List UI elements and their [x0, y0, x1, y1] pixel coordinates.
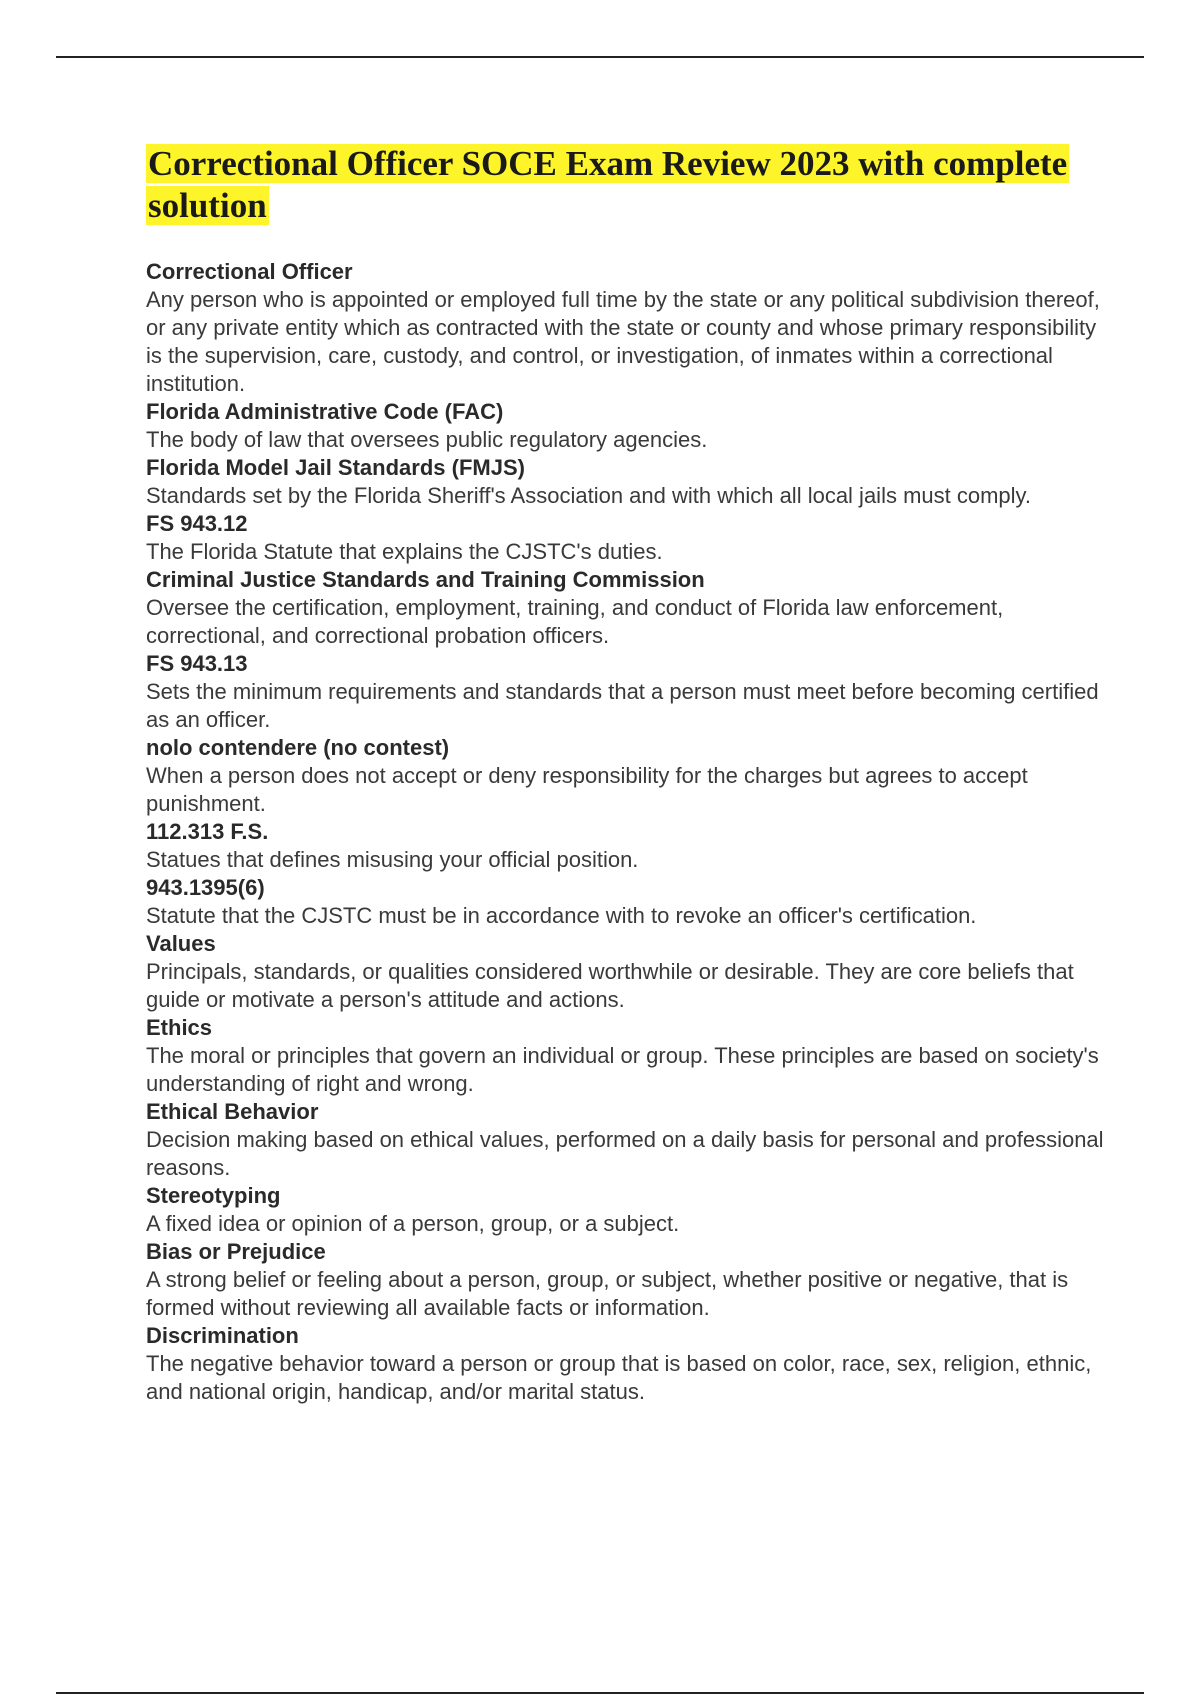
- glossary-entry: [146, 1014, 1106, 1098]
- glossary-term: FS 943.12: [146, 511, 248, 536]
- glossary-entry: [146, 454, 1106, 510]
- glossary-definition: Oversee the certification, employment, training, and conduct of Florida law enforcement, correctional, and correctional probation officers.: [146, 595, 1004, 648]
- glossary-term: Stereotyping: [146, 1183, 281, 1208]
- glossary-definition: Statues that defines misusing your official position.: [146, 847, 639, 872]
- glossary-definition: Decision making based on ethical values, performed on a daily basis for personal and professional reasons.: [146, 1127, 1104, 1180]
- glossary-entry: [146, 258, 1106, 398]
- top-divider: [56, 56, 1144, 58]
- title-highlight: Correctional Officer SOCE Exam Review 2023 with complete solution: [148, 144, 1068, 225]
- glossary-definition: Statute that the CJSTC must be in accordance with to revoke an officer's certification.: [146, 903, 977, 928]
- glossary-entry: [146, 874, 1106, 930]
- glossary-entry: [146, 930, 1106, 1014]
- glossary-entry: [146, 1322, 1106, 1406]
- glossary-definition: The moral or principles that govern an individual or group. These principles are based on society's understanding of right and wrong.: [146, 1043, 1099, 1096]
- glossary-term: nolo contendere (no contest): [146, 735, 450, 760]
- glossary-definition: The Florida Statute that explains the CJSTC's duties.: [146, 539, 663, 564]
- glossary-definition: A fixed idea or opinion of a person, group, or a subject.: [146, 1211, 680, 1236]
- glossary-entry: [146, 566, 1106, 650]
- glossary-term: Criminal Justice Standards and Training Commission: [146, 567, 705, 592]
- glossary-term: Florida Model Jail Standards (FMJS): [146, 455, 525, 480]
- glossary-definition: The body of law that oversees public regulatory agencies.: [146, 427, 708, 452]
- glossary-term: Ethics: [146, 1015, 213, 1040]
- glossary-entry: [146, 510, 1106, 566]
- glossary-term: 112.313 F.S.: [146, 819, 269, 844]
- glossary-definition: The negative behavior toward a person or group that is based on color, race, sex, religion, ethnic, and national origin, handicap, and/or marital status.: [146, 1351, 1092, 1404]
- glossary-term: Values: [146, 931, 216, 956]
- glossary-definition: Principals, standards, or qualities considered worthwhile or desirable. They are core beliefs that guide or motivate a person's attitude and actions.: [146, 959, 1074, 1012]
- glossary-term: 943.1395(6): [146, 875, 265, 900]
- bottom-divider: [56, 1692, 1144, 1694]
- glossary-definition: Standards set by the Florida Sheriff's Association and with which all local jails must comply.: [146, 483, 1032, 508]
- glossary-term: Bias or Prejudice: [146, 1239, 326, 1264]
- glossary-term: Correctional Officer: [146, 259, 353, 284]
- document-title: [146, 143, 1146, 227]
- glossary-definition: When a person does not accept or deny responsibility for the charges but agrees to accept punishment.: [146, 763, 1028, 816]
- glossary-term: FS 943.13: [146, 651, 248, 676]
- glossary-term: Discrimination: [146, 1323, 299, 1348]
- glossary-term: Florida Administrative Code (FAC): [146, 399, 504, 424]
- glossary-entry: [146, 734, 1106, 818]
- glossary-definition: Any person who is appointed or employed full time by the state or any political subdivision thereof, or any private entity which as contracted with the state or county and whose primary responsibility is the supervision, care, custody, and control, or investigation, of inmates within a correctional institution.: [146, 287, 1100, 396]
- glossary-entry: [146, 818, 1106, 874]
- glossary-definition: Sets the minimum requirements and standards that a person must meet before becoming certified as an officer.: [146, 679, 1099, 732]
- glossary-term: Ethical Behavior: [146, 1099, 319, 1124]
- glossary-list: [146, 258, 1106, 1406]
- glossary-entry: [146, 1098, 1106, 1182]
- glossary-entry: [146, 1182, 1106, 1238]
- glossary-entry: [146, 650, 1106, 734]
- glossary-entry: [146, 1238, 1106, 1322]
- glossary-definition: A strong belief or feeling about a person, group, or subject, whether positive or negative, that is formed without reviewing all available facts or information.: [146, 1267, 1069, 1320]
- glossary-entry: [146, 398, 1106, 454]
